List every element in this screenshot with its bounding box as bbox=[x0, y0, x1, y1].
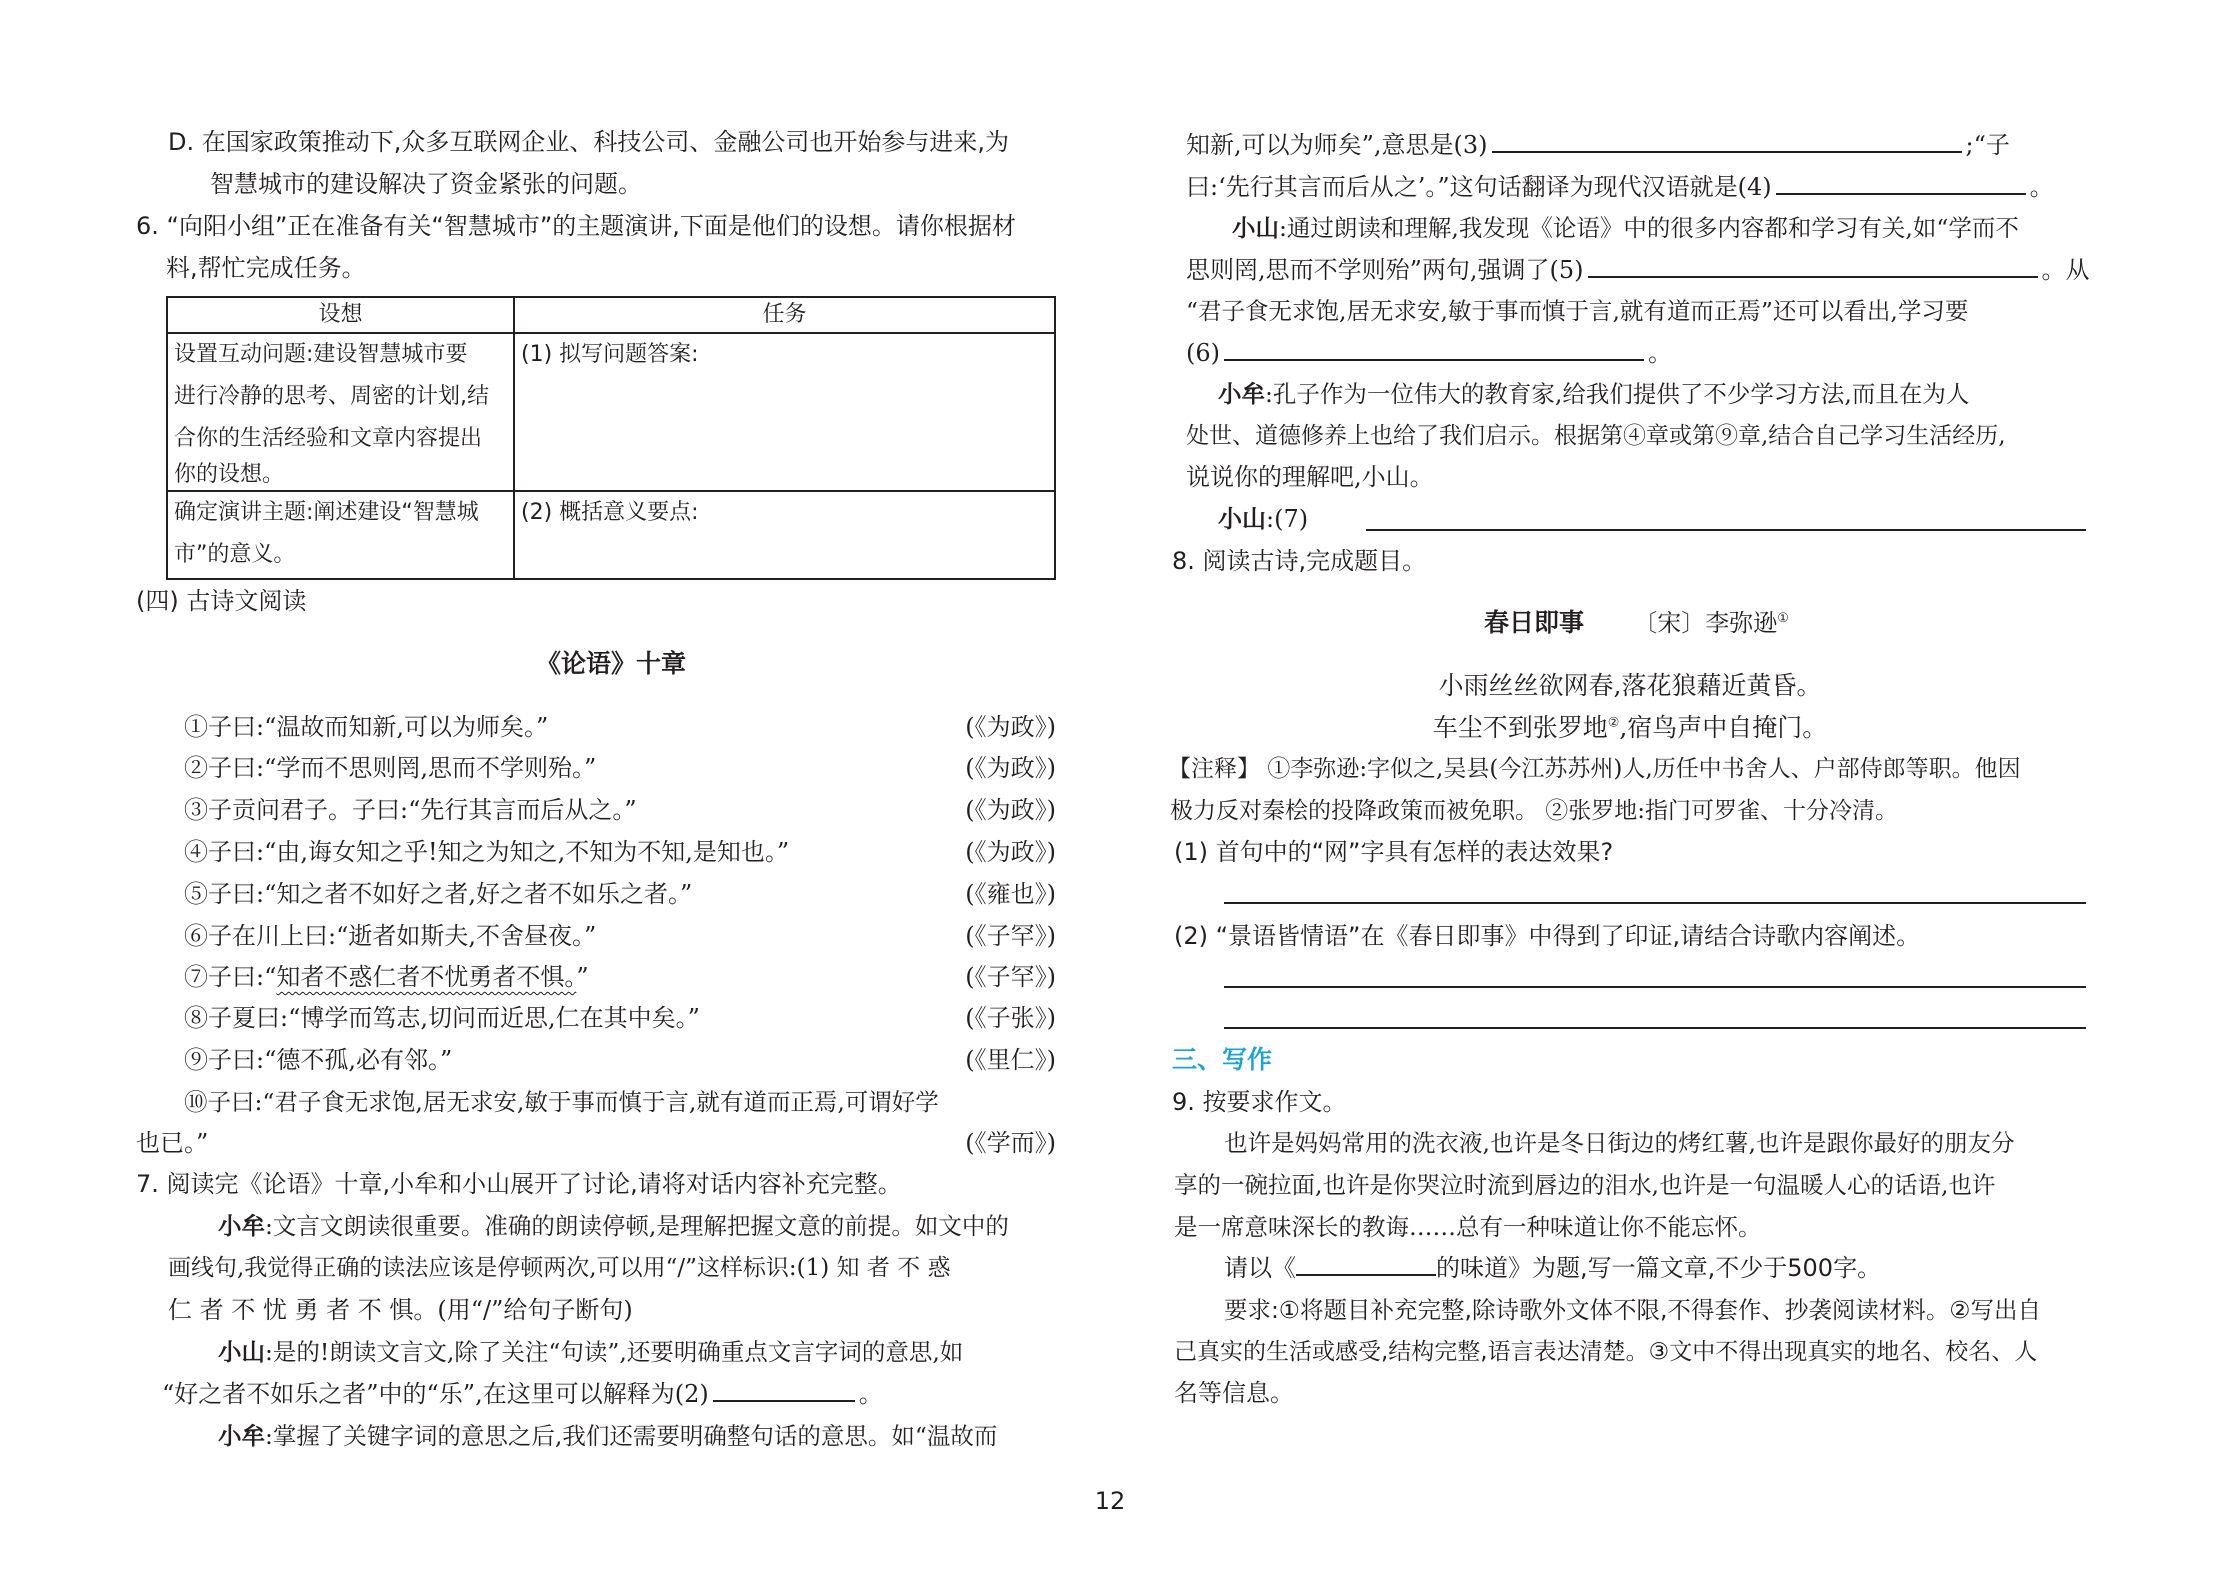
section-3-heading: 三、写作 bbox=[1172, 1045, 1273, 1074]
plan-idea-line: 设置互动问题:建设智慧城市要 bbox=[174, 342, 468, 367]
dialogue-line bbox=[1186, 166, 2054, 208]
plan-idea-line: 市”的意义。 bbox=[174, 542, 296, 567]
lunyu-chapter: ③子贡问君子。子曰:“先行其言而后从之。” bbox=[184, 796, 637, 824]
lunyu-chapter-prefix: ⑦子曰:“ bbox=[184, 963, 277, 991]
sub-question-1: (1) 首句中的“网”字具有怎样的表达效果? bbox=[1174, 838, 1614, 866]
lunyu-title: 《论语》十章 bbox=[535, 649, 686, 678]
dialogue-text: (6) bbox=[1186, 339, 1220, 367]
plan-idea-line: 合你的生活经验和文章内容提出 bbox=[174, 426, 483, 451]
sub-question-2: (2) “景语皆情语”在《春日即事》中得到了印证,请结合诗歌内容阐述。 bbox=[1174, 922, 1921, 950]
dialogue-text: 处世、道德修养上也给了我们启示。根据第④章或第⑨章,结合自己学习生活经历, bbox=[1186, 423, 2006, 449]
question-8 bbox=[1172, 540, 1426, 582]
lunyu-source: (《雍也》) bbox=[965, 880, 1056, 908]
answer-blank-5[interactable] bbox=[1588, 250, 2038, 278]
notes-text: ①李弥逊:字似之,吴县(今江苏苏州)人,历任中书舍人、户部侍郎等职。他因 bbox=[1267, 756, 2021, 782]
dialogue-text: 。 bbox=[2029, 173, 2054, 201]
question-8-prompt: 阅读古诗,完成题目。 bbox=[1202, 547, 1427, 575]
plan-row bbox=[167, 491, 1055, 579]
dialogue-line bbox=[1232, 207, 2019, 249]
dialogue-text: 。从 bbox=[2041, 256, 2090, 284]
plan-idea-line: 进行冷静的思考、周密的计划,结 bbox=[174, 384, 489, 409]
notes-text: 极力反对秦桧的投降政策而被免职。 ②张罗地:指门可罗雀、十分冷清。 bbox=[1170, 798, 1899, 824]
plan-row bbox=[167, 333, 1055, 491]
speaker-xiaoshan: 小山 bbox=[1232, 214, 1279, 242]
lunyu-source: (《里仁》) bbox=[965, 1046, 1056, 1074]
requirements-text: 名等信息。 bbox=[1174, 1379, 1294, 1407]
dialogue-line bbox=[218, 1331, 963, 1373]
lunyu-chapter: ⑥子在川上曰:“逝者如斯夫,不舍昼夜。” bbox=[184, 922, 597, 950]
requirements-text: 要求:①将题目补充完整,除诗歌外文体不限,不得套作、抄袭阅读材料。②写出自 bbox=[1224, 1296, 2041, 1324]
dialogue-text: “好之者不如乐之者”中的“乐”,在这里可以解释为(2) bbox=[162, 1380, 709, 1408]
dialogue-text: :孔子作为一位伟大的教育家,给我们提供了不少学习方法,而且在为人 bbox=[1265, 380, 1970, 408]
dialogue-text: :通过朗读和理解,我发现《论语》中的很多内容都和学习有关,如“学而不 bbox=[1279, 214, 2019, 242]
page-number: 12 bbox=[1094, 1487, 1126, 1515]
question-7-prompt: 阅读完《论语》十章,小牟和小山展开了讨论,请将对话内容补充完整。 bbox=[166, 1170, 902, 1198]
question-6-text-2: 料,帮忙完成任务。 bbox=[166, 254, 366, 282]
lunyu-chapter: ②子曰:“学而不思则罔,思而不学则殆。” bbox=[184, 754, 597, 782]
prompt-paragraph: 也许是妈妈常用的洗衣液,也许是冬日街边的烤红薯,也许是跟你最好的朋友分 bbox=[1224, 1129, 2015, 1157]
speaker-xiaoshan: 小山 bbox=[1218, 505, 1266, 533]
question-9 bbox=[1172, 1081, 1347, 1123]
answer-blank-4[interactable] bbox=[1776, 167, 2026, 195]
answer-line-7[interactable] bbox=[1366, 529, 2086, 531]
essay-title-line bbox=[1224, 1247, 1881, 1289]
poem-author: 〔宋〕李弥逊 bbox=[1633, 609, 1778, 637]
requirements-text: 己真实的生活或感受,结构完整,语言表达清楚。③文中不得出现真实的地名、校名、人 bbox=[1174, 1339, 2038, 1365]
dialogue-line bbox=[1218, 498, 1308, 540]
question-7 bbox=[136, 1163, 902, 1205]
option-d bbox=[168, 121, 1009, 163]
answer-blank-2[interactable] bbox=[713, 1374, 855, 1402]
dialogue-text: 思则罔,思而不学则殆”两句,强调了(5) bbox=[1186, 256, 1584, 284]
plan-idea-line: 你的设想。 bbox=[174, 462, 285, 487]
lunyu-source: (《子罕》) bbox=[965, 922, 1056, 950]
dialogue-period: 。 bbox=[858, 1380, 883, 1408]
prompt-paragraph: 享的一碗拉面,也许是你哭泣时流到唇边的泪水,也许是一句温暖人心的话语,也许 bbox=[1174, 1171, 1996, 1199]
dialogue-text: 曰:‘先行其言而后从之’。”这句话翻译为现代汉语就是(4) bbox=[1186, 173, 1772, 201]
dialogue-text: 知新,可以为师矣”,意思是(3) bbox=[1186, 131, 1488, 159]
plan-table bbox=[166, 296, 1056, 580]
essay-title-text: 的味道》为题,写一篇文章,不少于500字。 bbox=[1436, 1254, 1882, 1282]
plan-header-idea: 设想 bbox=[167, 297, 514, 333]
lunyu-source: (《为政》) bbox=[965, 796, 1056, 824]
lunyu-source: (《子罕》) bbox=[965, 963, 1056, 991]
plan-task-label: (2) 概括意义要点: bbox=[521, 500, 699, 525]
prompt-paragraph: 是一席意味深长的教诲……总有一种味道让你不能忘怀。 bbox=[1174, 1213, 1762, 1241]
poem-line-2-text: ,宿鸟声中自掩门。 bbox=[1619, 713, 1828, 742]
question-6 bbox=[136, 205, 1016, 247]
question-9-prompt: 按要求作文。 bbox=[1202, 1088, 1347, 1116]
dialogue-line bbox=[218, 1205, 1009, 1247]
lunyu-source: (《为政》) bbox=[965, 754, 1056, 782]
section-4-heading: (四) 古诗文阅读 bbox=[136, 587, 307, 615]
plan-idea-cell bbox=[167, 333, 514, 491]
lunyu-chapter-suffix: ” bbox=[576, 963, 589, 991]
essay-title-text: 请以《 bbox=[1224, 1254, 1296, 1282]
dialogue-line bbox=[218, 1415, 997, 1457]
option-d-label: D. bbox=[168, 128, 195, 156]
lunyu-source: (《为政》) bbox=[965, 713, 1056, 741]
speaker-xiaomu: 小牟 bbox=[218, 1422, 265, 1450]
poem-heading bbox=[1484, 602, 1789, 644]
plan-table-header bbox=[167, 297, 1055, 333]
option-d-text-1: 在国家政策推动下,众多互联网企业、科技公司、金融公司也开始参与进来,为 bbox=[201, 128, 1010, 156]
dialogue-text: ;“子 bbox=[1965, 131, 2010, 159]
dialogue-text: :是的!朗读文言文,除了关注“句读”,还要明确重点文言字词的意思,如 bbox=[265, 1338, 964, 1366]
speaker-xiaoshan: 小山 bbox=[218, 1338, 265, 1366]
lunyu-chapter: ⑨子曰:“德不孤,必有邻。” bbox=[184, 1046, 453, 1074]
plan-task-cell[interactable] bbox=[514, 491, 1055, 579]
question-7-number: 7. bbox=[136, 1170, 159, 1198]
dialogue-text: :(7) bbox=[1266, 505, 1309, 533]
lunyu-chapter-cont: 也已。” bbox=[136, 1129, 209, 1157]
footnote-marker: ① bbox=[1777, 611, 1789, 626]
poem-title: 春日即事 bbox=[1484, 608, 1585, 637]
dialogue-text: 仁 者 不 忧 勇 者 不 惧。(用“/”给句子断句) bbox=[168, 1296, 633, 1324]
dialogue-text: 。 bbox=[1648, 339, 1672, 367]
lunyu-source: (《子张》) bbox=[965, 1004, 1056, 1032]
underlined-sentence: 知者不惑仁者不忧勇者不惧。 bbox=[276, 963, 577, 991]
question-9-number: 9. bbox=[1172, 1088, 1195, 1116]
answer-line[interactable] bbox=[1224, 986, 2086, 988]
dialogue-line bbox=[1186, 332, 1672, 374]
answer-blank-3[interactable] bbox=[1492, 125, 1962, 153]
notes-label: 【注释】 bbox=[1168, 756, 1260, 782]
dialogue-text: :文言文朗读很重要。准确的朗读停顿,是理解把握文意的前提。如文中的 bbox=[265, 1212, 1009, 1240]
essay-title-blank[interactable] bbox=[1296, 1248, 1436, 1276]
option-d-text-2: 智慧城市的建设解决了资金紧张的问题。 bbox=[210, 170, 642, 198]
footnote-marker: ② bbox=[1607, 715, 1620, 731]
dialogue-text: 说说你的理解吧,小山。 bbox=[1186, 463, 1434, 491]
dialogue-line bbox=[1218, 373, 1969, 415]
lunyu-chapter: ①子曰:“温故而知新,可以为师矣。” bbox=[184, 713, 549, 741]
dialogue-text: 画线句,我觉得正确的读法应该是停顿两次,可以用“/”这样标识:(1) 知 者 不 惑 bbox=[168, 1255, 951, 1281]
lunyu-chapter: ⑩子曰:“君子食无求饱,居无求安,敏于事而慎于言,就有道而正焉,可谓好学 bbox=[184, 1088, 939, 1116]
plan-idea-cell bbox=[167, 491, 514, 579]
dialogue-line bbox=[1186, 124, 2010, 166]
answer-line[interactable] bbox=[1224, 902, 2086, 904]
poem-line-2 bbox=[1174, 707, 2086, 749]
answer-blank-6[interactable] bbox=[1224, 333, 1644, 361]
lunyu-source: (《学而》) bbox=[965, 1129, 1056, 1157]
lunyu-chapter: ⑤子曰:“知之者不如好之者,好之者不如乐之者。” bbox=[184, 880, 693, 908]
question-6-number: 6. bbox=[136, 212, 159, 240]
plan-task-cell[interactable] bbox=[514, 333, 1055, 491]
poem-line-2-text: 车尘不到张罗地 bbox=[1432, 713, 1608, 742]
lunyu-source: (《为政》) bbox=[965, 838, 1056, 866]
lunyu-chapter: ⑧子夏曰:“博学而笃志,切问而近思,仁在其中矣。” bbox=[184, 1004, 700, 1032]
speaker-xiaomu: 小牟 bbox=[1218, 380, 1265, 408]
answer-line[interactable] bbox=[1224, 1027, 2086, 1029]
dialogue-text: :掌握了关键字词的意思之后,我们还需要明确整句话的意思。如“温故而 bbox=[265, 1422, 998, 1450]
plan-header-task: 任务 bbox=[514, 297, 1055, 333]
question-8-number: 8. bbox=[1172, 547, 1195, 575]
lunyu-chapter-underlined bbox=[184, 956, 589, 998]
dialogue-text: “君子食无求饱,居无求安,敏于事而慎于言,就有道而正焉”还可以看出,学习要 bbox=[1186, 297, 1969, 325]
plan-idea-line: 确定演讲主题:阐述建设“智慧城 bbox=[174, 500, 479, 525]
poem-line-1: 小雨丝丝欲网春,落花狼藉近黄昏。 bbox=[1438, 671, 1822, 700]
plan-task-label: (1) 拟写问题答案: bbox=[521, 342, 699, 367]
notes-line-1 bbox=[1168, 748, 2021, 790]
dialogue-line bbox=[1186, 249, 2090, 291]
dialogue-line bbox=[162, 1373, 883, 1415]
speaker-xiaomu: 小牟 bbox=[218, 1212, 265, 1240]
lunyu-chapter: ④子曰:“由,诲女知之乎!知之为知之,不知为不知,是知也。” bbox=[184, 838, 790, 866]
question-6-text-1: “向阳小组”正在准备有关“智慧城市”的主题演讲,下面是他们的设想。请你根据材 bbox=[166, 212, 1016, 240]
